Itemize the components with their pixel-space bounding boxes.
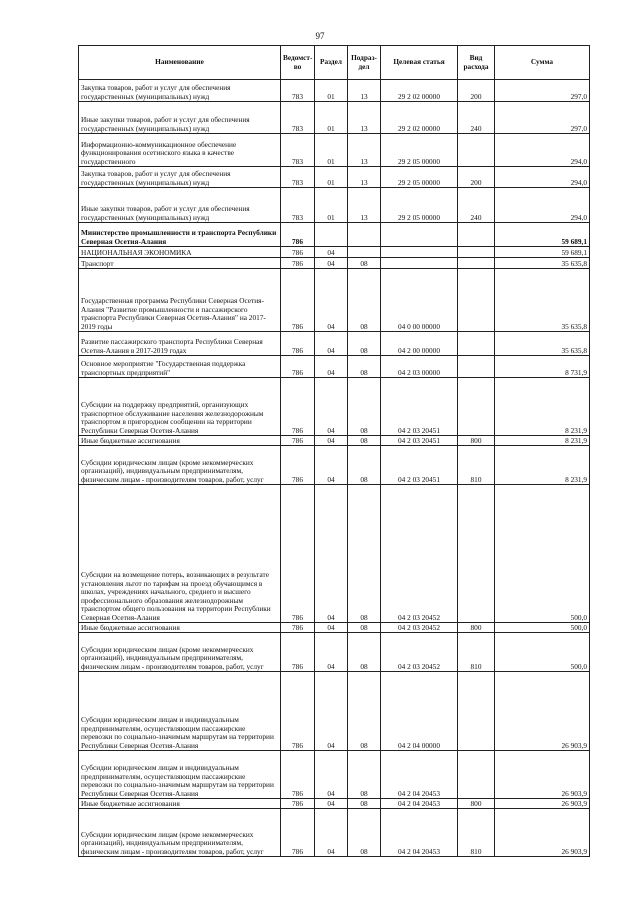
cell-ved: 786 [281,247,315,258]
cell-razd: 04 [315,269,348,332]
header-podr: Подраз-дел [348,46,381,80]
cell-vid: 200 [458,80,495,102]
cell-vid: 200 [458,167,495,188]
header-ved: Ведомст-во [281,46,315,80]
cell-sum: 26 903,9 [495,672,590,751]
cell-name: Информационно-коммуникационное обеспечение функционирования осетинского языка в качестве государственного [79,134,281,167]
cell-name: Иные бюджетные ассигнования [79,799,281,809]
cell-cel: 04 2 04 00000 [381,672,458,751]
cell-cel [381,247,458,258]
cell-podr: 08 [348,799,381,809]
cell-cel: 04 2 04 20453 [381,751,458,799]
cell-ved: 786 [281,436,315,446]
table-row [79,378,590,436]
cell-cel: 29 2 05 00000 [381,167,458,188]
cell-razd: 01 [315,80,348,102]
cell-cel: 04 2 04 20453 [381,809,458,857]
cell-ved: 786 [281,269,315,332]
cell-sum: 294,0 [495,188,590,223]
cell-name: Закупка товаров, работ и услуг для обеспечения государственных (муниципальных) нужд [79,167,281,188]
cell-ved: 786 [281,623,315,633]
cell-razd: 04 [315,751,348,799]
cell-podr: 13 [348,102,381,134]
cell-name: Иные бюджетные ассигнования [79,436,281,446]
cell-name: Субсидии юридическим лицам (кроме некоммерческих организаций), индивидуальным предпринимателям, физическим лицам - производителям товаров, работ, услуг [79,809,281,857]
cell-cel: 04 2 03 20451 [381,446,458,485]
cell-vid: 240 [458,188,495,223]
cell-razd: 04 [315,623,348,633]
cell-vid [458,247,495,258]
cell-sum: 8 231,9 [495,378,590,436]
cell-razd: 04 [315,485,348,623]
cell-razd: 04 [315,809,348,857]
cell-name: Закупка товаров, работ и услуг для обеспечения государственных (муниципальных) нужд [79,80,281,102]
cell-ved: 786 [281,799,315,809]
cell-ved: 783 [281,80,315,102]
cell-vid [458,356,495,378]
table-row [79,809,590,857]
cell-sum: 294,0 [495,167,590,188]
cell-razd [315,223,348,247]
table-row [79,446,590,485]
cell-sum: 35 635,8 [495,269,590,332]
cell-razd: 04 [315,247,348,258]
table-header [79,46,590,80]
cell-vid [458,485,495,623]
cell-sum: 294,0 [495,134,590,167]
cell-name: Субсидии юридическим лицам (кроме некоммерческих организаций), индивидуальным предпринимателям, физическим лицам - производителям товаров, работ, услуг [79,633,281,672]
cell-vid [458,672,495,751]
cell-vid: 240 [458,102,495,134]
cell-podr: 13 [348,80,381,102]
cell-vid [458,258,495,269]
cell-sum: 26 903,9 [495,809,590,857]
cell-ved: 783 [281,167,315,188]
header-vid: Вид расхода [458,46,495,80]
cell-name: Субсидии на поддержку предприятий, организующих транспортное обслуживание населения железнодорожным транспортом в пригородном сообщении на территории Республики Северная Осетия-Алания [79,378,281,436]
cell-vid: 800 [458,436,495,446]
header-razd: Раздел [315,46,348,80]
cell-podr: 08 [348,269,381,332]
table-row [79,436,590,446]
cell-sum: 35 635,8 [495,332,590,356]
cell-ved: 786 [281,751,315,799]
cell-podr [348,223,381,247]
cell-podr: 08 [348,672,381,751]
table-row [79,188,590,223]
cell-name: Субсидии юридическим лицам и индивидуальным предпринимателям, осуществляющим пассажирские перевозки по социально-значимым маршрутам на территории Республики Северная Осетия-Алания [79,672,281,751]
cell-ved: 786 [281,672,315,751]
table-row [79,799,590,809]
cell-sum: 500,0 [495,633,590,672]
table-row [79,485,590,623]
cell-name: Государственная программа Республики Северная Осетия-Алания "Развитие промышленности и пассажирского транспорта Республики Северная Осетия-Алания" на 2017-2019 годы [79,269,281,332]
cell-razd: 04 [315,332,348,356]
cell-name: НАЦИОНАЛЬНАЯ ЭКОНОМИКА [79,247,281,258]
cell-razd: 04 [315,258,348,269]
cell-name: Иные бюджетные ассигнования [79,623,281,633]
cell-ved: 786 [281,633,315,672]
cell-ved: 786 [281,356,315,378]
table-row [79,80,590,102]
cell-cel: 29 2 05 00000 [381,134,458,167]
cell-vid: 810 [458,633,495,672]
table-row [79,167,590,188]
cell-vid [458,134,495,167]
cell-ved: 786 [281,378,315,436]
cell-cel [381,223,458,247]
cell-razd: 04 [315,378,348,436]
cell-cel: 29 2 02 00000 [381,80,458,102]
table-row [79,356,590,378]
cell-cel: 04 0 00 00000 [381,269,458,332]
cell-sum: 8 231,9 [495,436,590,446]
cell-podr: 08 [348,633,381,672]
cell-vid: 800 [458,799,495,809]
cell-cel: 04 2 03 20451 [381,436,458,446]
cell-podr [348,247,381,258]
cell-razd: 01 [315,188,348,223]
table-row [79,332,590,356]
cell-sum: 297,0 [495,102,590,134]
cell-vid: 810 [458,446,495,485]
cell-sum: 26 903,9 [495,751,590,799]
page-number: 97 [315,31,325,41]
cell-ved: 786 [281,809,315,857]
cell-vid [458,223,495,247]
cell-razd: 04 [315,436,348,446]
table-row [79,633,590,672]
cell-name: Развитие пассажирского транспорта Республики Северная Осетия-Алания в 2017-2019 годах [79,332,281,356]
cell-sum: 297,0 [495,80,590,102]
cell-razd: 01 [315,167,348,188]
cell-ved: 783 [281,102,315,134]
table-row [79,623,590,633]
cell-ved: 786 [281,446,315,485]
cell-podr: 08 [348,751,381,799]
header-name: Наименование [79,46,281,80]
cell-sum: 8 731,9 [495,356,590,378]
cell-sum: 35 635,8 [495,258,590,269]
cell-vid [458,378,495,436]
cell-name: Основное мероприятие "Государственная поддержка транспортных предприятий" [79,356,281,378]
cell-name: Субсидии юридическим лицам (кроме некоммерческих организаций), индивидуальным предпринимателям, физическим лицам - производителям товаров, работ, услуг [79,446,281,485]
cell-ved: 786 [281,332,315,356]
cell-name: Субсидии на возмещение потерь, возникающих в результате установления льгот по тарифам на проезд обучающимся в школах, учреждениях начального, среднего и высшего профессионального образования железнодорожным транспортом общего пользования на территории Республики Северная Осетия-Алания [79,485,281,623]
table-row [79,247,590,258]
cell-podr: 08 [348,623,381,633]
cell-razd: 04 [315,356,348,378]
cell-cel: 04 2 03 20452 [381,485,458,623]
cell-podr: 08 [348,378,381,436]
cell-vid [458,269,495,332]
cell-ved: 786 [281,258,315,269]
cell-podr: 08 [348,446,381,485]
cell-razd: 01 [315,134,348,167]
cell-sum: 59 689,1 [495,247,590,258]
cell-podr: 08 [348,485,381,623]
cell-sum: 26 903,9 [495,799,590,809]
cell-podr: 08 [348,809,381,857]
cell-name: Министерство промышленности и транспорта Республики Северная Осетия-Алания [79,223,281,247]
cell-razd: 04 [315,799,348,809]
cell-cel: 04 2 03 20452 [381,623,458,633]
budget-table [78,45,590,857]
cell-cel: 04 2 04 20453 [381,799,458,809]
table-row [79,751,590,799]
cell-ved: 786 [281,485,315,623]
cell-vid: 800 [458,623,495,633]
cell-sum: 59 689,1 [495,223,590,247]
cell-ved: 783 [281,134,315,167]
cell-vid [458,332,495,356]
header-sum: Сумма [495,46,590,80]
cell-name: Иные закупки товаров, работ и услуг для обеспечения государственных (муниципальных) нужд [79,188,281,223]
cell-name: Субсидии юридическим лицам и индивидуальным предпринимателям, осуществляющим пассажирские перевозки по социально-значимым маршрутам на территории Республики Северная Осетия-Алания [79,751,281,799]
cell-name: Иные закупки товаров, работ и услуг для обеспечения государственных (муниципальных) нужд [79,102,281,134]
table-body [79,80,590,857]
table-row [79,102,590,134]
cell-cel: 29 2 02 00000 [381,102,458,134]
cell-ved: 783 [281,188,315,223]
cell-podr: 08 [348,356,381,378]
cell-podr: 13 [348,188,381,223]
cell-razd: 04 [315,633,348,672]
cell-sum: 500,0 [495,485,590,623]
cell-podr: 08 [348,436,381,446]
cell-cel: 04 2 00 00000 [381,332,458,356]
cell-cel: 04 2 03 00000 [381,356,458,378]
table-row [79,134,590,167]
cell-razd: 04 [315,672,348,751]
cell-cel [381,258,458,269]
cell-vid: 810 [458,809,495,857]
cell-vid [458,751,495,799]
cell-cel: 04 2 03 20451 [381,378,458,436]
cell-name: Транспорт [79,258,281,269]
cell-podr: 13 [348,167,381,188]
cell-podr: 08 [348,258,381,269]
header-cel: Целевая статья [381,46,458,80]
cell-cel: 29 2 05 00000 [381,188,458,223]
table-row [79,223,590,247]
table-row [79,258,590,269]
cell-podr: 08 [348,332,381,356]
cell-razd: 04 [315,446,348,485]
cell-podr: 13 [348,134,381,167]
cell-ved: 786 [281,223,315,247]
cell-razd: 01 [315,102,348,134]
table-row [79,672,590,751]
cell-sum: 500,0 [495,623,590,633]
cell-cel: 04 2 03 20452 [381,633,458,672]
table-row [79,269,590,332]
cell-sum: 8 231,9 [495,446,590,485]
